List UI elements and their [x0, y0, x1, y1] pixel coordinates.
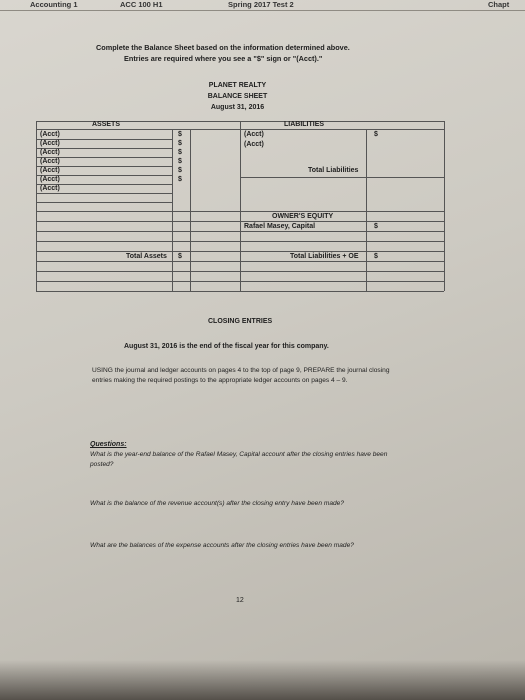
asset-acct[interactable]: (Acct)	[40, 149, 60, 156]
owners-equity-header: OWNER'S EQUITY	[272, 213, 334, 220]
asset-amount[interactable]: $	[178, 167, 182, 174]
instructions-line-1: Complete the Balance Sheet based on the information determined above.	[96, 43, 350, 52]
asset-amount[interactable]: $	[178, 131, 182, 138]
asset-acct[interactable]: (Acct)	[40, 140, 60, 147]
statement-date: August 31, 2016	[210, 104, 265, 111]
page-number: 12	[236, 597, 244, 604]
asset-amount[interactable]: $	[178, 158, 182, 165]
course-code: ACC 100 H1	[120, 0, 163, 9]
asset-amount[interactable]: $	[178, 149, 182, 156]
test-label: Spring 2017 Test 2	[228, 0, 294, 9]
question-3: What are the balances of the expense accounts after the closing entries have been made?	[90, 542, 354, 549]
course-label: Accounting 1	[30, 0, 78, 9]
chapter-label: Chapt	[488, 0, 510, 9]
closing-paragraph-2: entries making the required postings to the appropriate ledger accounts on pages 4 – 9.	[92, 377, 348, 384]
total-liab-oe-amount[interactable]: $	[374, 253, 378, 260]
statement-title: BALANCE SHEET	[207, 93, 268, 100]
total-liab-oe-label: Total Liabilities + OE	[290, 253, 359, 260]
page-shadow	[0, 660, 525, 700]
capital-amount[interactable]: $	[374, 223, 378, 230]
asset-amount[interactable]: $	[178, 140, 182, 147]
total-liabilities-label: Total Liabilities	[308, 167, 359, 174]
liability-acct[interactable]: (Acct)	[244, 141, 264, 148]
asset-acct[interactable]: (Acct)	[40, 158, 60, 165]
liabilities-header: LIABILITIES	[284, 121, 325, 128]
question-2: What is the balance of the revenue account(s) after the closing entry have been made?	[90, 500, 345, 507]
total-assets-label: Total Assets	[126, 253, 167, 260]
closing-paragraph-1: USING the journal and ledger accounts on pages 4 to the top of page 9, PREPARE the journal closing	[92, 367, 390, 374]
total-assets-amount[interactable]: $	[178, 253, 182, 260]
liability-acct[interactable]: (Acct)	[244, 131, 264, 138]
asset-amount[interactable]: $	[178, 176, 182, 183]
header-divider	[0, 10, 525, 11]
assets-header: ASSETS	[92, 121, 121, 128]
closing-subtitle: August 31, 2016 is the end of the fiscal year for this company.	[124, 343, 329, 350]
asset-acct[interactable]: (Acct)	[40, 176, 60, 183]
asset-acct[interactable]: (Acct)	[40, 167, 60, 174]
capital-label: Rafael Masey, Capital	[244, 223, 316, 230]
balance-sheet-table	[36, 121, 444, 291]
question-1-line-2: posted?	[90, 461, 114, 468]
asset-acct[interactable]: (Acct)	[40, 185, 60, 192]
asset-acct[interactable]: (Acct)	[40, 131, 60, 138]
closing-title: CLOSING ENTRIES	[208, 318, 273, 325]
questions-heading: Questions:	[90, 441, 127, 448]
instructions-line-2: Entries are required where you see a "$" sign or "(Acct)."	[124, 54, 323, 63]
liability-amount[interactable]: $	[374, 131, 378, 138]
question-1-line-1: What is the year-end balance of the Rafael Masey, Capital account after the closing entries have been	[90, 451, 388, 458]
company-name: PLANET REALTY	[208, 82, 267, 89]
